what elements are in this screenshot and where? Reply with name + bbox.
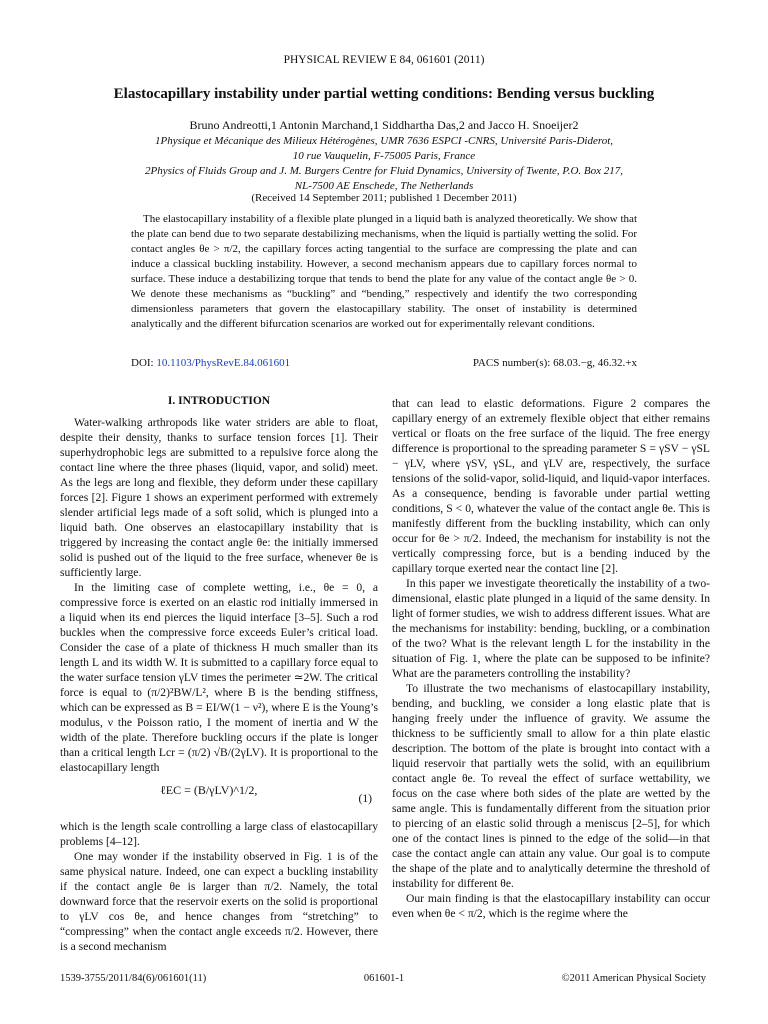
paragraph: One may wonder if the instability observed in Fig. 1 is of the same physical nature. Indeed, one can expect a buckling instability if the contact angle θe is larger than π/2. Namely, the total downward force that the reservoir exerts on the solid is proportional to γLV cos θe, and hence changes from “stretching” to “compressing” when the contact angle exceeds π/2. However, there is a second mechanism <box>60 850 378 953</box>
affiliation-1a: 1Physique et Mécanique des Milieux Hétérogènes, UMR 7636 ESPCI -CNRS, Université Paris-Diderot, <box>154 135 614 147</box>
footer-issn: 1539-3755/2011/84(6)/061601(11) <box>60 973 207 984</box>
section-title: I. INTRODUCTION <box>167 395 271 407</box>
equation-expression: ℓEC = (B/γLV)^1/2, <box>160 783 258 797</box>
affiliation-1b: 10 rue Vauquelin, F-75005 Paris, France <box>292 150 476 162</box>
paragraph: which is the length scale controlling a large class of elastocapillary problems [4–12]. <box>60 820 378 848</box>
paragraph: that can lead to elastic deformations. Figure 2 compares the capillary energy of an extremely flexible object that either remains vertical or floats on the free surface of the liquid. The free energy difference is proportional to the spreading parameter S = γSV − γSL − γLV, where γSV, γSL, and γLV are, respectively, the surface tensions of the solid-vapor, solid-liquid, and liquid-vapor interfaces. As a consequence, bending is favorable under partial wetting conditions, S < 0, whatever the value of the contact angle θe. This is manifestly different from the buckling instability, which can only occur for θe > π/2. Indeed, the mechanism for instability is not the vertically compressing force, but is a bending induced by the capillary torque exerted near the contact line [2]. <box>392 397 710 575</box>
abstract: The elastocapillary instability of a flexible plate plunged in a liquid bath is analyzed theoretically. We show that the plate can bend due to two separate destabilizing mechanisms, when the liquid is partially wetting the solid. For contact angles θe > π/2, the capillary forces acting tangential to the surface are compressing the plate and can induce a classical buckling instability. However, a second mechanism appears due to capillary forces normal to surface. These induce a destabilizing torque that tends to bend the plate for any value of the contact angle θe > 0. We denote these mechanisms as “buckling” and “bending,” respectively and identify the two corresponding dimensionless parameters that govern the elastocapillary stability. The onset of instability is determined analytically and the different bifurcation scenarios are worked out for experimentally relevant conditions. <box>131 213 637 330</box>
footer-page-number: 061601-1 <box>363 973 405 984</box>
left-column <box>60 394 378 954</box>
footer-copyright: ©2011 American Physical Society <box>561 973 706 984</box>
doi-label: DOI: <box>131 357 154 369</box>
equation-number: (1) <box>358 792 372 805</box>
paragraph: In this paper we investigate theoretically the instability of a two-dimensional, elastic plate plunged in a liquid of the same density. In light of former studies, we wish to address different issues. What are the mechanisms for instability: bending, buckling, or a combination of the two? What is the relevant length L for the instability in the situation of Fig. 1, where the plate can be supposed to be infinite? What are the parameters controlling the instability? <box>392 577 711 680</box>
equation-1 <box>60 777 378 817</box>
received-dates: (Received 14 September 2011; published 1 December 2011) <box>251 192 517 204</box>
doi-link[interactable]: 10.1103/PhysRevE.84.061601 <box>156 357 291 369</box>
paper-title: Elastocapillary instability under partial wetting conditions: Bending versus buckling <box>113 86 655 102</box>
paragraph: Water-walking arthropods like water striders are able to float, despite their density, thanks to surface tension forces [1]. Their superhydrophobic legs are submitted to a repulsive force along the contact line where the three phases (liquid, vapor, and solid) meet. As the legs are long and flexible, they deform under these capillary forces [2]. Figure 1 shows an experiment performed with extremely slender artificial legs made of a soft solid, which is plunged into a liquid bath. One observes an elastocapillary instability that is triggered by increasing the contact angle θe: the initially immersed solid is pushed out of the liquid to the free surface, whenever θe is sufficiently large. <box>60 416 378 579</box>
right-column <box>392 396 710 921</box>
author-list: Bruno Andreotti,1 Antonin Marchand,1 Siddhartha Das,2 and Jacco H. Snoeijer2 <box>189 118 579 132</box>
journal-header: PHYSICAL REVIEW E 84, 061601 (2011) <box>283 54 485 66</box>
paragraph: Our main finding is that the elastocapillary instability can occur even when θe < π/2, which is the regime where the <box>392 892 710 920</box>
paragraph: In the limiting case of complete wetting, i.e., θe = 0, a compressive force is exerted on an elastic rod initially immersed in a liquid when its end pierces the liquid interface [3–5]. Such a rod buckles when the compressive force exceeds Euler’s critical load. Consider the case of a plate of thickness H much smaller than its length L and its width W. It is submitted to a capillary force equal to the water surface tension γLV times the perimeter ≃2W. The critical force is equal to (π/2)²BW/L², where B is the bending stiffness, which can be expressed as B = EI/W(1 − ν²), where E is the Young’s modulus, ν the Poisson ratio, I the moment of inertia and W the width of the plate. Therefore buckling occurs if the plate is longer than a critical length Lcr = (π/2) √B/(2γLV). It is proportional to the elastocapillary length <box>60 581 378 774</box>
affiliation-2a: 2Physics of Fluids Group and J. M. Burgers Centre for Fluid Dynamics, University of Twente, P.O. Box 217, <box>144 165 624 177</box>
paragraph: To illustrate the two mechanisms of elastocapillary instability, bending, and buckling, we consider a long elastic plate that is hanging freely under the influence of gravity. We assume the thickness to be sufficiently small to allow for a thin plate elastic description. The bottom of the plate is brought into contact with a liquid reservoir that partially wets the solid, with an equilibrium contact angle θe. To reveal the effect of surface wettability, we focus on the case where both sides of the plate are wetted by the same angle. This is fundamentally different from the situation prior to piercing of an elastic solid through a meniscus [2–5], for which one of the contact lines is pinned to the edge of the solid—in that case the contact angle can attain any value. Our goal is to compute the shape of the plate and to analytically determine the threshold of instability for different θe. <box>392 682 710 890</box>
pacs-numbers: PACS number(s): 68.03.−g, 46.32.+x <box>472 357 637 369</box>
doi-line <box>131 357 290 369</box>
affiliation-2b: NL-7500 AE Enschede, The Netherlands <box>294 180 474 192</box>
